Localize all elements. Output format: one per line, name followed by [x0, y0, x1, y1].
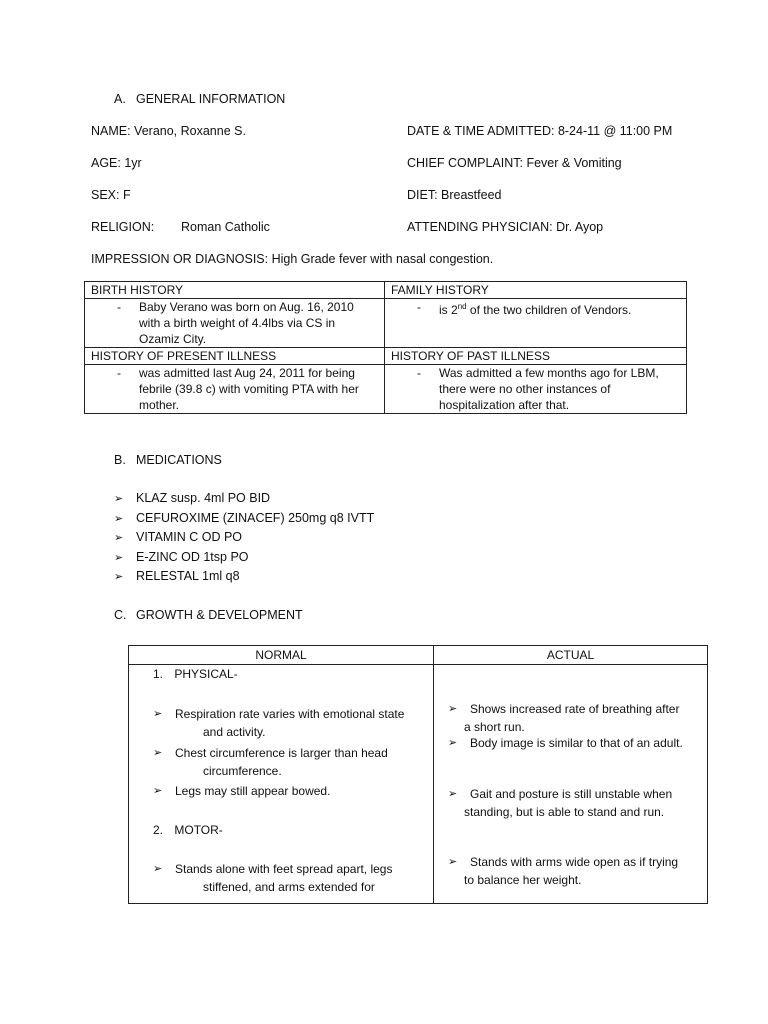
normal-item-line: and activity.: [203, 725, 266, 739]
actual-column-cell: [434, 665, 708, 904]
arrow-bullet-icon: ➢: [448, 788, 458, 800]
religion-value: Roman Catholic: [181, 220, 270, 234]
medication-text: VITAMIN C OD PO: [136, 530, 243, 544]
normal-item-line: Chest circumference is larger than head: [175, 746, 388, 760]
arrow-bullet-icon: ➢: [114, 513, 124, 525]
birth-history-item: [91, 299, 378, 347]
normal-item: [153, 744, 433, 780]
arrow-bullet-icon: ➢: [448, 856, 458, 868]
section-c-letter: C.: [114, 608, 127, 622]
medication-item: [114, 511, 374, 525]
birth-history-text: Baby Verano was born on Aug. 16, 2010 with a birth weight of 4.4lbs via CS in Ozamiz City.: [139, 300, 354, 346]
normal-item: [153, 782, 433, 800]
birth-history-cell: [85, 299, 385, 348]
dash-bullet: -: [417, 366, 421, 380]
section-a-heading: [114, 92, 285, 106]
arrow-bullet-icon: ➢: [114, 571, 124, 583]
section-b-letter: B.: [114, 453, 126, 467]
actual-item-line: standing, but is able to stand and run.: [464, 805, 665, 819]
section-c-title: GROWTH & DEVELOPMENT: [136, 608, 303, 622]
family-history-item: [391, 299, 680, 318]
arrow-bullet-icon: ➢: [448, 703, 458, 715]
history-table: [84, 281, 687, 414]
arrow-bullet-icon: ➢: [153, 708, 163, 720]
physical-number: 1.: [153, 667, 164, 681]
attending-physician: ATTENDING PHYSICIAN: Dr. Ayop: [407, 220, 604, 234]
patient-age: AGE: 1yr: [91, 156, 142, 170]
normal-item-line: stiffened, and arms extended for: [203, 880, 375, 894]
patient-name: NAME: Verano, Roxanne S.: [91, 124, 246, 138]
dash-bullet: -: [417, 300, 421, 314]
normal-item-line: Respiration rate varies with emotional state: [175, 707, 405, 721]
family-history-header: FAMILY HISTORY: [385, 282, 687, 299]
medication-text: KLAZ susp. 4ml PO BID: [136, 491, 271, 505]
medication-text: RELESTAL 1ml q8: [136, 569, 240, 583]
medication-item: [114, 569, 240, 583]
medication-text: E-ZINC OD 1tsp PO: [136, 550, 249, 564]
section-a-letter: A.: [114, 92, 126, 106]
religion-label: RELIGION:: [91, 220, 155, 234]
actual-item-line: Stands with arms wide open as if trying: [470, 855, 679, 869]
family-history-cell: [385, 299, 687, 348]
section-b-title: MEDICATIONS: [136, 453, 222, 467]
motor-label: MOTOR-: [174, 823, 223, 837]
medication-item: [114, 491, 270, 505]
section-a-title: GENERAL INFORMATION: [136, 92, 286, 106]
present-illness-item: [91, 365, 378, 413]
section-b-heading: [114, 453, 222, 467]
growth-development-table: [128, 645, 708, 904]
family-history-ordinal: nd: [457, 302, 467, 311]
actual-item-line: Gait and posture is still unstable when: [470, 787, 673, 801]
normal-item-line: circumference.: [203, 764, 282, 778]
motor-heading: [153, 821, 223, 839]
normal-column-cell: [129, 665, 434, 904]
section-c-heading: [114, 608, 303, 622]
arrow-bullet-icon: ➢: [448, 737, 458, 749]
arrow-bullet-icon: ➢: [153, 747, 163, 759]
normal-item-line: Legs may still appear bowed.: [175, 784, 331, 798]
actual-item-line: to balance her weight.: [464, 873, 582, 887]
actual-item-line: Shows increased rate of breathing after: [470, 702, 680, 716]
normal-item-line: Stands alone with feet spread apart, legs: [175, 862, 393, 876]
family-history-text-pre: is 2: [439, 303, 458, 317]
present-illness-cell: [85, 365, 385, 414]
motor-number: 2.: [153, 823, 164, 837]
arrow-bullet-icon: ➢: [153, 785, 163, 797]
past-illness-cell: [385, 365, 687, 414]
arrow-bullet-icon: ➢: [114, 532, 124, 544]
past-illness-item: [391, 365, 680, 413]
arrow-bullet-icon: ➢: [114, 552, 124, 564]
actual-item-line: Body image is similar to that of an adult.: [470, 736, 683, 750]
normal-column-header: NORMAL: [129, 646, 434, 665]
medication-text: CEFUROXIME (ZINACEF) 250mg q8 IVTT: [136, 511, 375, 525]
physical-label: PHYSICAL-: [174, 667, 238, 681]
medication-item: [114, 530, 242, 544]
birth-history-header: BIRTH HISTORY: [85, 282, 385, 299]
actual-item-line: a short run.: [464, 720, 525, 734]
actual-item: [448, 785, 704, 821]
patient-diet: DIET: Breastfeed: [407, 188, 502, 202]
arrow-bullet-icon: ➢: [114, 493, 124, 505]
patient-sex: SEX: F: [91, 188, 131, 202]
medication-item: [114, 550, 249, 564]
past-illness-header: HISTORY OF PAST ILLNESS: [385, 348, 687, 365]
arrow-bullet-icon: ➢: [153, 863, 163, 875]
present-illness-text: was admitted last Aug 24, 2011 for being febrile (39.8 c) with vomiting PTA with her mother.: [139, 366, 359, 412]
dash-bullet: -: [117, 300, 121, 314]
normal-item: [153, 860, 433, 896]
date-time-admitted: DATE & TIME ADMITTED: 8-24-11 @ 11:00 PM: [407, 124, 673, 138]
physical-heading: [153, 665, 238, 683]
dash-bullet: -: [117, 366, 121, 380]
actual-item: [448, 700, 704, 736]
present-illness-header: HISTORY OF PRESENT ILLNESS: [85, 348, 385, 365]
family-history-text-post: of the two children of Vendors.: [466, 303, 632, 317]
impression-diagnosis: IMPRESSION OR DIAGNOSIS: High Grade fever with nasal congestion.: [91, 252, 494, 266]
normal-item: [153, 705, 433, 741]
chief-complaint: CHIEF COMPLAINT: Fever & Vomiting: [407, 156, 622, 170]
actual-item: [448, 853, 704, 889]
actual-column-header: ACTUAL: [434, 646, 708, 665]
past-illness-text: Was admitted a few months ago for LBM, there were no other instances of hospitalization after that.: [439, 366, 659, 412]
actual-item: [448, 734, 704, 752]
